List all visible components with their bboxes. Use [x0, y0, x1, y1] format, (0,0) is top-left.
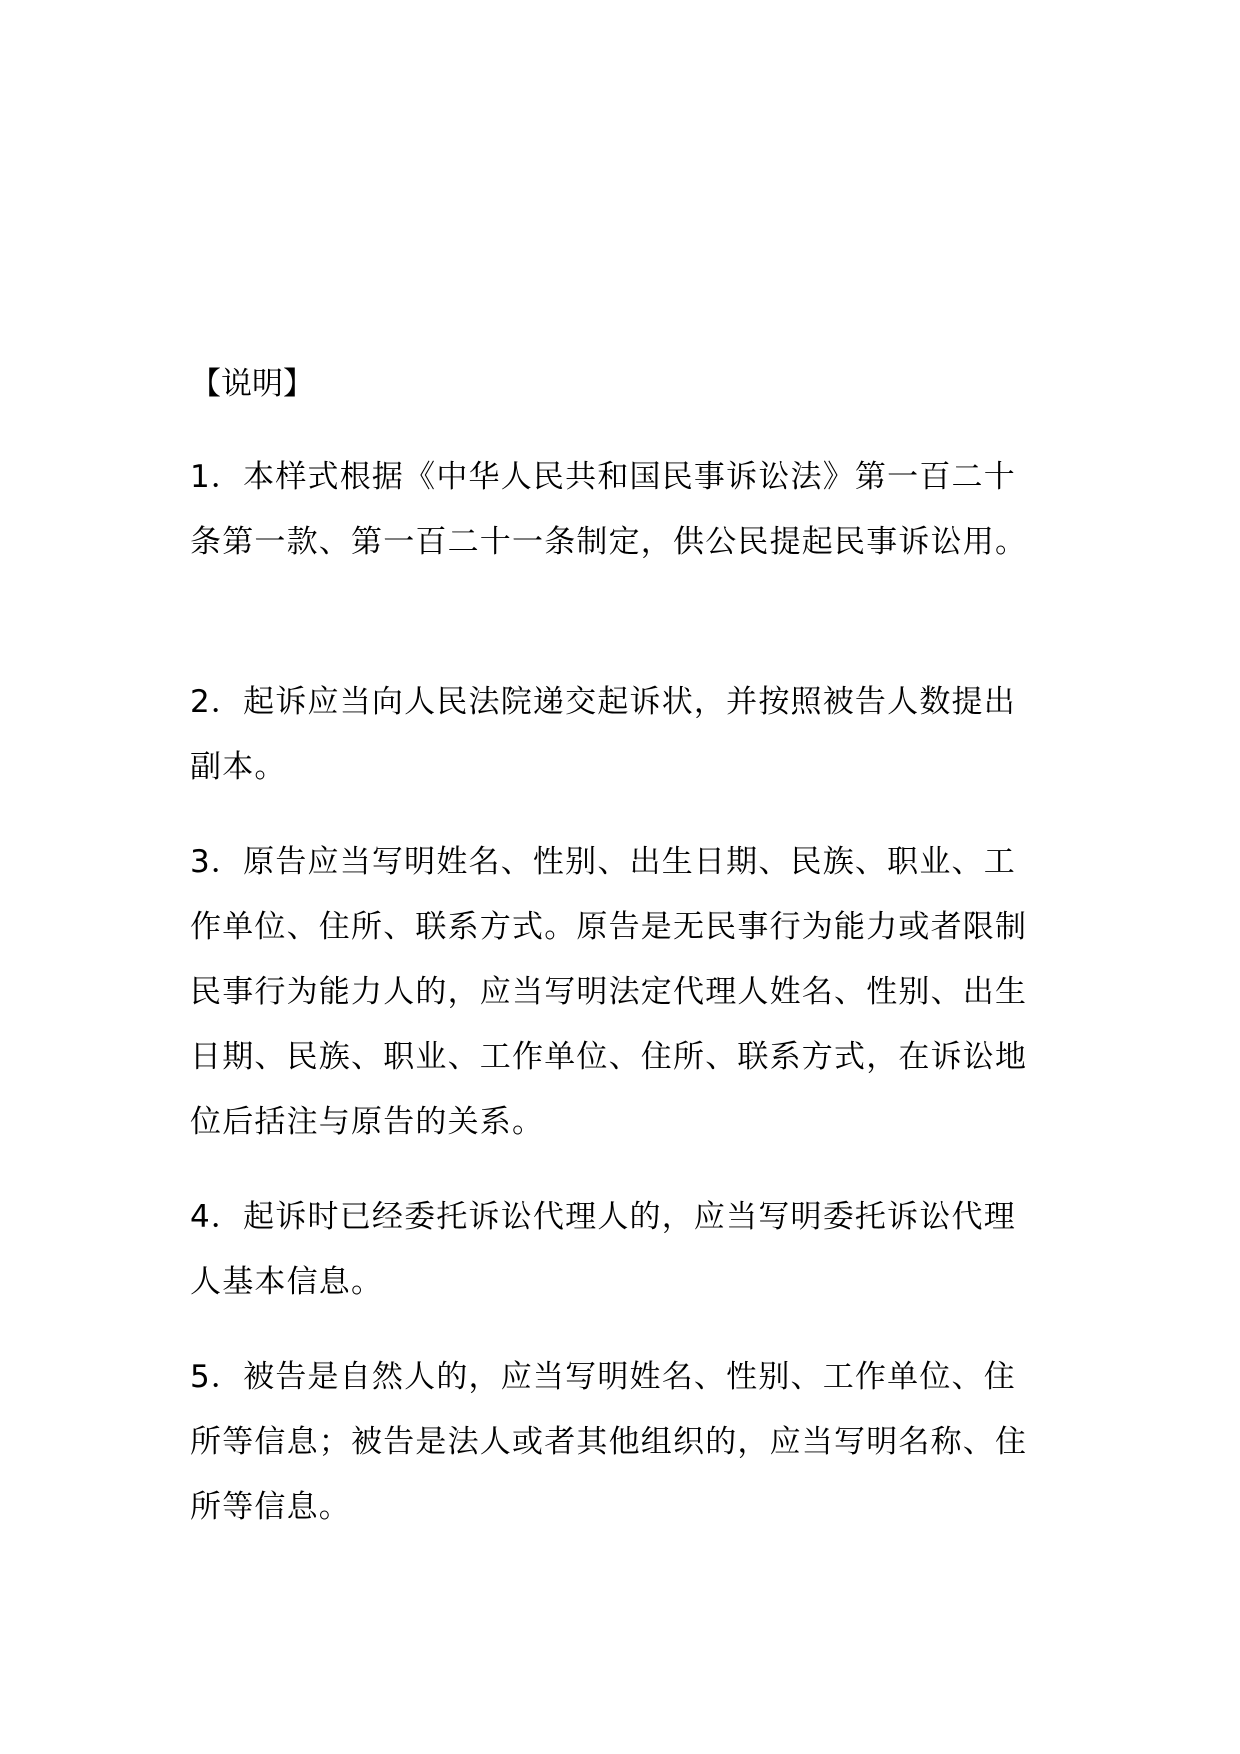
note-item-1	[190, 445, 1070, 575]
note-line: 所等信息；被告是法人或者其他组织的，应当写明名称、住	[190, 1424, 1028, 1460]
note-line: 作单位、住所、联系方式。原告是无民事行为能力或者限制	[190, 909, 1028, 945]
section-heading: 【说明】	[190, 366, 314, 402]
note-item-2	[190, 670, 1070, 800]
note-item-3	[190, 830, 1070, 1155]
note-line: 4．起诉时已经委托诉讼代理人的，应当写明委托诉讼代理	[190, 1199, 1016, 1235]
note-line: 3．原告应当写明姓名、性别、出生日期、民族、职业、工	[190, 844, 1016, 880]
note-line: 副本。	[190, 749, 287, 785]
note-line: 2．起诉应当向人民法院递交起诉状，并按照被告人数提出	[190, 684, 1016, 720]
note-line: 1．本样式根据《中华人民共和国民事诉讼法》第一百二十	[190, 459, 1016, 495]
note-line: 民事行为能力人的，应当写明法定代理人姓名、性别、出生	[190, 974, 1028, 1010]
note-line: 位后括注与原告的关系。	[190, 1104, 545, 1140]
note-line: 条第一款、第一百二十一条制定，供公民提起民事诉讼用。	[190, 524, 1028, 560]
note-line: 人基本信息。	[190, 1264, 384, 1300]
note-line: 日期、民族、职业、工作单位、住所、联系方式，在诉讼地	[190, 1039, 1028, 1075]
note-line: 5．被告是自然人的，应当写明姓名、性别、工作单位、住	[190, 1359, 1016, 1395]
note-line: 所等信息。	[190, 1489, 351, 1525]
note-item-5	[190, 1345, 1070, 1540]
note-item-4	[190, 1185, 1070, 1315]
